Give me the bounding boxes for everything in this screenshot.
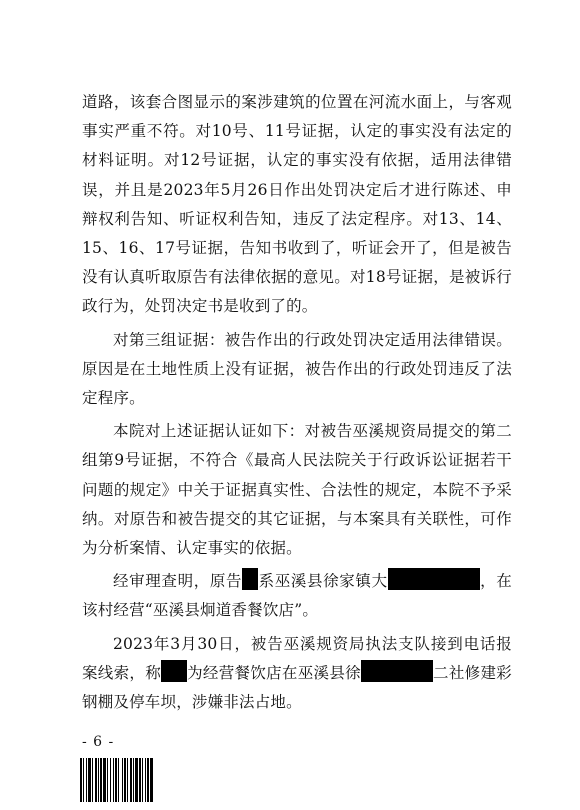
- paragraph-2: 对第三组证据：被告作出的行政处罚决定适用法律错误。原因是在土地性质上没有证据，被告作出的行政处罚违反了法定程序。: [82, 330, 512, 408]
- redaction-block: [242, 568, 258, 590]
- paragraph-4-start: 经审理查明，原告: [113, 572, 243, 591]
- paragraph-5-end: 二社修建彩钢棚及停车坝，涉嫌非法占地。: [82, 663, 512, 712]
- paragraph-5-middle: 为经营餐饮店在巫溪县徐: [187, 663, 361, 682]
- page-number: - 6 -: [82, 734, 115, 750]
- paragraph-5-start: 2023年3月30日，被告巫溪规资局执法支队接到电话报案线索，称: [82, 634, 512, 682]
- redaction-block: [388, 568, 480, 590]
- paragraph-4: [82, 567, 512, 625]
- paragraph-1: 道路，该套合图显示的案涉建筑的位置在河流水面上，与客观事实严重不符。对10号、11号证据，认定的事实没有法定的材料证明。对12号证据，认定的事实没有依据，适用法律错误，并且是2023年5月26日作出处罚决定后才进行陈述、申辩权利告知、听证权利告知，违反了法定程序。对13、14、15、16、17号证据，告知书收到了，听证会开了，但是被告没有认真听取原告有法律依据的意见。对18号证据，是被诉行政行为，处罚决定书是收到了的。: [82, 93, 512, 316]
- paragraph-4-end: ，在该村经营“巫溪县炯道香餐饮店”。: [82, 572, 513, 620]
- redaction-block: [361, 660, 433, 682]
- paragraph-4-middle: 系巫溪县徐家镇大: [258, 572, 388, 591]
- paragraph-5: [82, 630, 512, 718]
- barcode-stripe: [153, 758, 154, 802]
- barcode: [80, 758, 192, 802]
- redaction-block: [161, 660, 187, 682]
- document-body: [82, 88, 512, 721]
- paragraph-3: 本院对上述证据认证如下：对被告巫溪规资局提交的第二组第9号证据，不符合《最高人民法院关于行政诉讼证据若干问题的规定》中关于证据真实性、合法性的规定，本院不予采纳。对原告和被告提交的其它证据，与本案具有关联性，可作为分析案情、认定事实的依据。: [82, 422, 512, 558]
